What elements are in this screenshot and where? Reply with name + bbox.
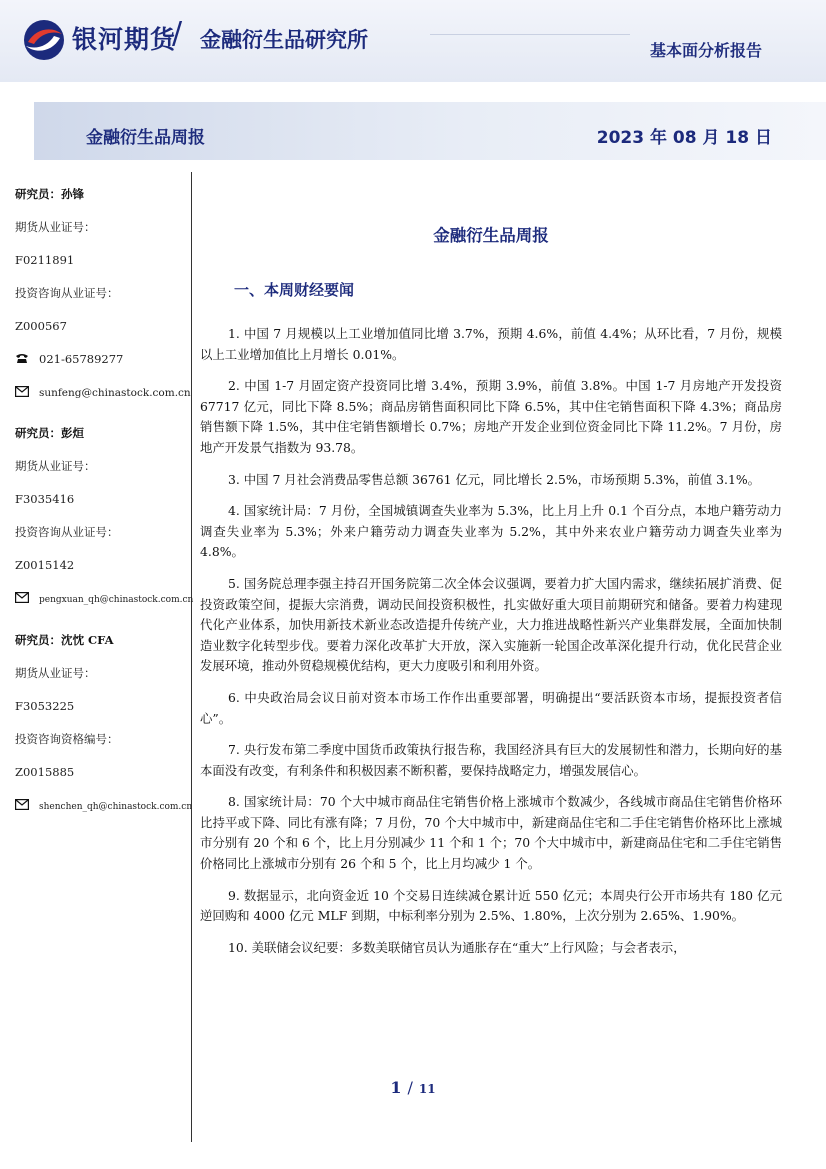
news-item: 5. 国务院总理李强主持召开国务院第二次全体会议强调，要着力扩大国内需求，继续拓展扩消费、促投资政策空间，提振大宗消费，调动民间投资积极性，扎实做好重大项目前期研究和储备。要着力构建现代化产业体系，加快用新技术新业态改造提升传统产业，大力推进战略性新兴产业集群发展，全面加快制造业数字化转型步伐。要着力深化改革扩大开放，深入实施新一轮国企改革深化提升行动，优化民营企业发展环境，推动外贸稳规模优结构，更大力度吸引和利用外资。 xyxy=(200,575,782,674)
report-type: 基本面分析报告 xyxy=(649,41,762,60)
email-address[interactable]: shenchen_qh@chinastock.com.cn xyxy=(39,802,193,812)
analyst-card xyxy=(15,425,194,608)
news-item: 8. 国家统计局：70 个大中城市商品住宅销售价格上涨城市个数减少，各线城市商品住宅销售价格环比持平或下降、同比有涨有降；7 月份，70 个大中城市中，新建商品住宅和二手住宅销售价格环比上涨城市分别有 20 个和 6 个，比上月分别减少 11 个和 1 个；70 个大中城市中，新建商品住宅和二手住宅销售价格同比上涨城市分别有 26 个和 5 个，比上月均减少 1 个。 xyxy=(200,794,782,872)
consulting-number: Z000567 xyxy=(15,319,67,333)
news-item: 3. 中国 7 月社会消费品零售总额 36761 亿元，同比增长 2.5%，市场预期 5.3%，前值 3.1%。 xyxy=(228,471,761,487)
decorative-line xyxy=(430,34,630,35)
news-item: 6. 中央政治局会议日前对资本市场工作作出重要部署，明确提出“要活跃资本市场，提振投资者信心”。 xyxy=(200,689,782,726)
page-separator: / xyxy=(407,1078,413,1097)
license-label: 期货从业证号： xyxy=(15,459,96,473)
email-address[interactable]: pengxuan_qh@chinastock.com.cn xyxy=(39,595,194,605)
email-address[interactable]: sunfeng@chinastock.com.cn xyxy=(39,387,191,399)
analyst-name: 研究员：彭烜 xyxy=(15,426,84,440)
sidebar-divider xyxy=(191,172,192,1142)
consulting-number: Z0015885 xyxy=(15,765,75,779)
document-title: 金融衍生品周报 xyxy=(433,226,549,245)
current-page: 1 xyxy=(390,1078,402,1097)
main-content xyxy=(200,222,782,969)
brand-divider: / xyxy=(172,16,183,51)
envelope-icon xyxy=(15,799,29,810)
news-item: 10. 美联储会议纪要：多数美联储官员认为通胀存在“重大”上行风险；与会者表示， xyxy=(228,939,686,955)
galaxy-logo-icon xyxy=(22,18,66,62)
news-item: 2. 中国 1-7 月固定资产投资同比增 3.4%，预期 3.9%，前值 3.8%。中国 1-7 月房地产开发投资 67717 亿元，同比下降 8.5%；商品房销售面积同比下降 6.5%，其中住宅销售面积下降 4.3%；商品房销售额下降 1.5%，其中住宅销售额增长 0.7%；房地产开发企业到位资金同比下降 11.2%。7 月份，房地产开发景气指数为 93.78。 xyxy=(200,378,782,455)
news-item: 7. 央行发布第二季度中国货币政策执行报告称，我国经济具有巨大的发展韧性和潜力，长期向好的基本面没有改变，有利条件和积极因素不断积蓄，要保持战略定力，增强发展信心。 xyxy=(200,742,782,778)
envelope-icon xyxy=(15,592,29,603)
phone-icon xyxy=(15,353,29,364)
phone-number: 021-65789277 xyxy=(39,352,124,366)
analyst-card xyxy=(15,632,193,815)
license-number: F0211891 xyxy=(15,253,75,267)
analyst-card xyxy=(15,186,191,401)
analyst-sidebar xyxy=(15,186,194,839)
email-row xyxy=(15,590,194,608)
consulting-label: 投资咨询资格编号： xyxy=(15,732,119,746)
news-item: 4. 国家统计局：7 月份，全国城镇调查失业率为 5.3%，比上月上升 0.1 个百分点，本地户籍劳动力调查失业率为 5.3%；外来户籍劳动力调查失业率为 5.2%，其中外来农业户籍劳动力调查失业率为 4.8%。 xyxy=(200,503,782,560)
license-label: 期货从业证号： xyxy=(15,666,96,680)
report-date: 2023 年 08 月 18 日 xyxy=(596,128,772,148)
license-number: F3035416 xyxy=(15,492,75,506)
license-number: F3053225 xyxy=(15,699,75,713)
consulting-number: Z0015142 xyxy=(15,558,75,572)
license-label: 期货从业证号： xyxy=(15,220,96,234)
envelope-icon xyxy=(15,386,29,397)
section-heading: 一、本周财经要闻 xyxy=(234,281,355,299)
report-series-title: 金融衍生品周报 xyxy=(86,128,205,148)
email-row xyxy=(15,797,193,815)
phone-row xyxy=(15,351,187,367)
page-number xyxy=(0,1078,826,1097)
news-item: 9. 数据显示，北向资金近 10 个交易日连续减仓累计近 550 亿元；本周央行公开市场共有 180 亿元逆回购和 4000 亿元 MLF 到期，中标利率分别为 2.5%、1.80%，上次分别为 2.65%、1.90%。 xyxy=(200,887,782,924)
analyst-name: 研究员：沈忱 CFA xyxy=(15,633,114,647)
consulting-label: 投资咨询从业证号： xyxy=(15,525,119,539)
institute-name: 金融衍生品研究所 xyxy=(200,28,368,52)
consulting-label: 投资咨询从业证号： xyxy=(15,286,119,300)
email-row xyxy=(15,384,191,401)
brand-name: 银河期货 xyxy=(72,25,177,54)
total-pages: 11 xyxy=(418,1082,436,1096)
analyst-name: 研究员：孙锋 xyxy=(15,187,84,201)
news-item: 1. 中国 7 月规模以上工业增加值同比增 3.7%，预期 4.6%，前值 4.4%；从环比看，7 月份，规模以上工业增加值比上月增长 0.01%。 xyxy=(200,326,782,362)
